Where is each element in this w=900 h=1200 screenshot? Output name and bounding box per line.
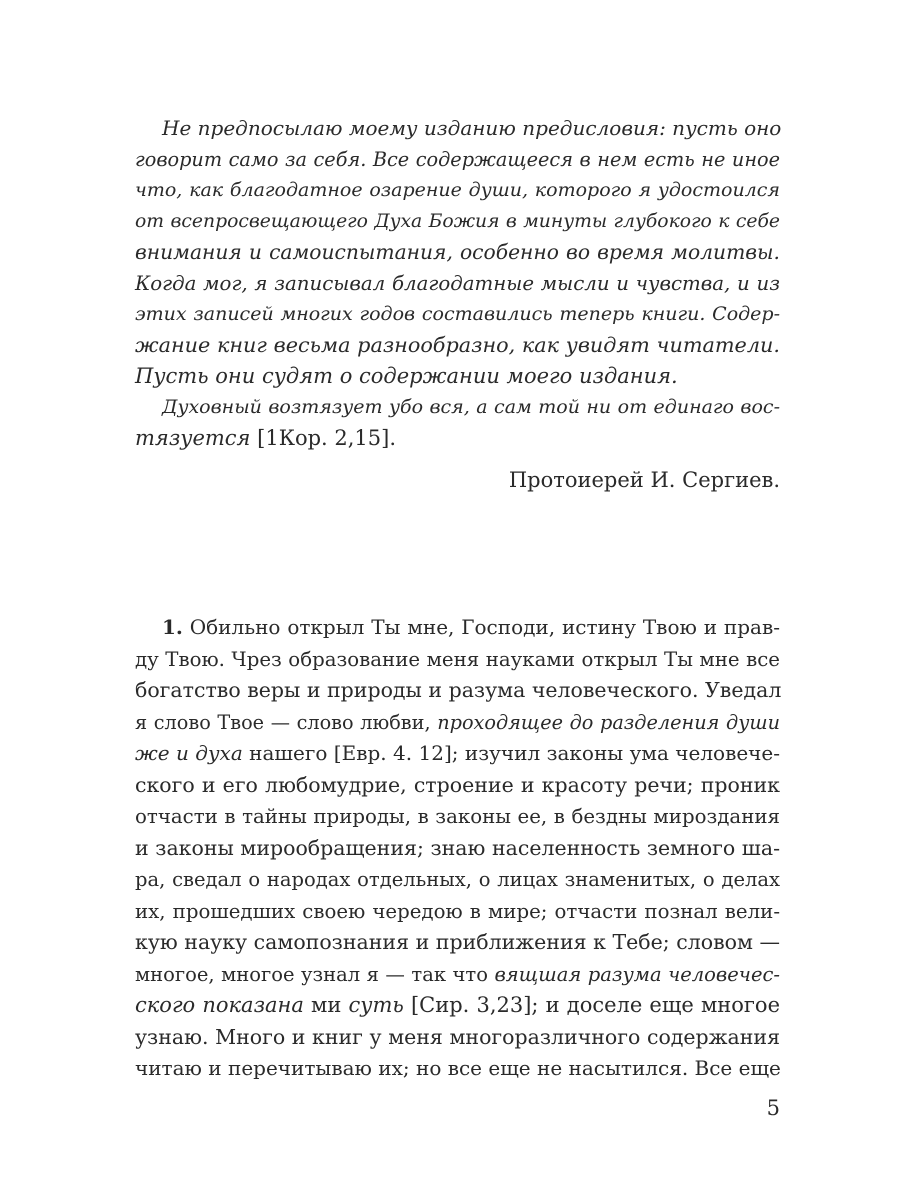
body-line: ского показана ми суть [Сир. 3,23]; и доселе еще многое — [135, 993, 781, 1017]
preface-line: этих записей многих годов составились теперь книги. Содер- — [135, 303, 780, 325]
preface-line: говорит само за себя. Все содержащееся в нем есть не иное — [135, 148, 780, 171]
signature: Протоиерей И. Сергиев. — [508, 468, 780, 492]
page-number: 5 — [766, 1096, 780, 1120]
preface-line: Не предпосылаю моему изданию предисловия: пусть оно — [162, 116, 782, 140]
scripture-quote-line — [135, 423, 780, 454]
section-number: 1. — [162, 615, 183, 639]
preface-line: от всепросвещающего Духа Божия в минуты глубокого к себе — [135, 211, 780, 232]
preface-line: что, как благодатное озарение души, которого я удостоился — [135, 179, 780, 201]
body-line: узнаю. Много и книг у меня многоразличного содержания — [135, 1024, 780, 1049]
body-line: их, прошедших своею чередою в мире; отчасти познал вели- — [135, 899, 780, 923]
preface-line: Когда мог, я записывал благодатные мысли и чувства, и из — [135, 272, 780, 295]
body-line: ра, сведал о народах отдельных, о лицах знаменитых, о делах — [135, 868, 780, 891]
body-line: же и духа нашего [Евр. 4. 12]; изучил законы ума человече- — [135, 741, 780, 765]
scripture-reference: [1Кор. 2,15]. — [250, 426, 397, 450]
body-line: многое, многое узнал я — так что вящшая разума человечес- — [135, 962, 780, 986]
body-line: и законы мирообращения; знаю населенность земного ша- — [135, 835, 780, 860]
body-line: читаю и перечитываю их; но все еще не насытился. Все еще — [135, 1056, 781, 1080]
preface-line: внимания и самоиспытания, особенно во время молитвы. — [135, 240, 780, 264]
scripture-quote-line: Духовный возтязует убо вся, а сам той ни от единаго вос- — [162, 396, 780, 418]
body-line: я слово Твое — слово любви, проходящее до разделения души — [135, 710, 780, 734]
preface-line: Пусть они судят о содержании моего издания. — [135, 364, 678, 388]
body-line: ского и его любомудрие, строение и красоту речи; проник — [135, 772, 780, 797]
body-line: 1. Обильно открыл Ты мне, Господи, истину Твою и прав- — [162, 615, 780, 639]
body-line: ду Твою. Чрез образование меня науками открыл Ты мне все — [135, 647, 780, 671]
body-line: богатство веры и природы и разума человеческого. Уведал — [135, 678, 782, 702]
body-line: кую науку самопознания и приближения к Тебе; словом — — [135, 930, 780, 954]
body-line: отчасти в тайны природы, в законы ее, в бездны мироздания — [135, 805, 780, 828]
preface — [135, 113, 780, 454]
section-1 — [135, 612, 780, 1085]
scripture-quote-end: тязуется — [135, 426, 251, 450]
preface-line: жание книг весьма разнообразно, как увидят читатели. — [135, 333, 780, 357]
